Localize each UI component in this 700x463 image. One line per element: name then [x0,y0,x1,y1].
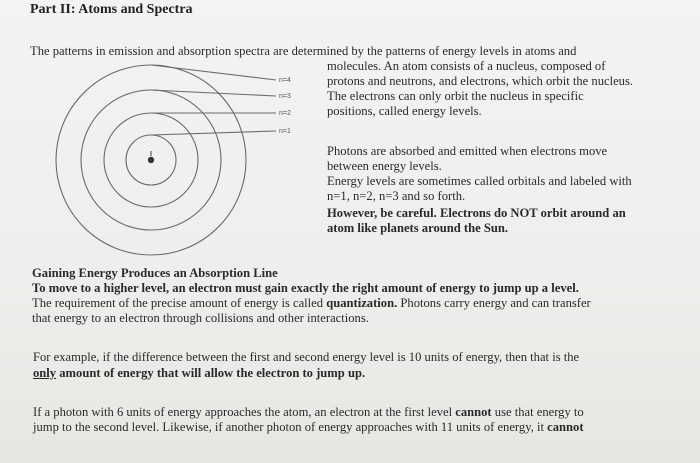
intro-line-3: protons and neutrons, and electrons, which orbit the nucleus. [327,74,634,88]
example-line-1: For example, if the difference between the first and second energy level is 10 units of energy, then that is the [33,350,580,364]
intro-line-2: molecules. An atom consists of a nucleus, composed of [327,59,606,73]
absorption-line-2-c: Photons carry energy and can transfer [397,296,591,310]
cannot-emphasis-2: cannot [547,420,584,434]
absorption-heading: Gaining Energy Produces an Absorption Line [32,266,278,280]
example-line-2-rest: amount of energy that will allow the electron to jump up. [56,366,366,380]
level-label-n3: n=3 [279,93,291,100]
page-title: Part II: Atoms and Spectra [30,2,193,17]
leader-n1 [151,131,276,135]
photon6-line-1-a: If a photon with 6 units of energy approaches the atom, an electron at the first level [33,405,456,419]
photon6-line-1-c: use that energy to [491,405,584,419]
photons-line-3: Energy levels are sometimes called orbitals and labeled with [327,174,632,188]
photons-line-4: n=1, n=2, n=3 and so forth. [327,189,466,203]
level-label-n2: n=2 [279,110,291,117]
nucleus [148,157,154,163]
photon6-line-2 [33,420,584,435]
only-emphasis: only [33,366,57,380]
intro-line-4: The electrons can only orbit the nucleus in specific [327,89,584,103]
absorption-line-1: To move to a higher level, an electron must gain exactly the right amount of energy to jump up a level. [32,281,579,295]
photons-line-2: between energy levels. [327,159,442,173]
absorption-line-3: that energy to an electron through collisions and other interactions. [32,311,369,325]
photons-line-1: Photons are absorbed and emitted when electrons move [327,144,608,158]
intro-line-1: The patterns in emission and absorption spectra are determined by the patterns of energy levels in atoms and [30,44,577,58]
leader-n4 [151,65,276,80]
cannot-emphasis-1: cannot [455,405,492,419]
absorption-line-2 [32,296,591,311]
photons-warning-2: atom like planets around the Sun. [327,221,509,235]
example-line-2 [33,366,365,381]
photon6-line-1 [33,405,584,420]
intro-line-5: positions, called energy levels. [327,104,482,118]
quantization-term: quantization. [326,296,398,310]
photon6-line-2-a: jump to the second level. Likewise, if another photon of energy approaches with 11 units of energy, it [33,420,548,434]
absorption-line-2-a: The requirement of the precise amount of energy is called [32,296,327,310]
level-label-n1: n=1 [279,128,291,135]
level-label-n4: n=4 [279,77,291,84]
photons-warning-1: However, be careful. Electrons do NOT orbit around an [327,206,626,220]
